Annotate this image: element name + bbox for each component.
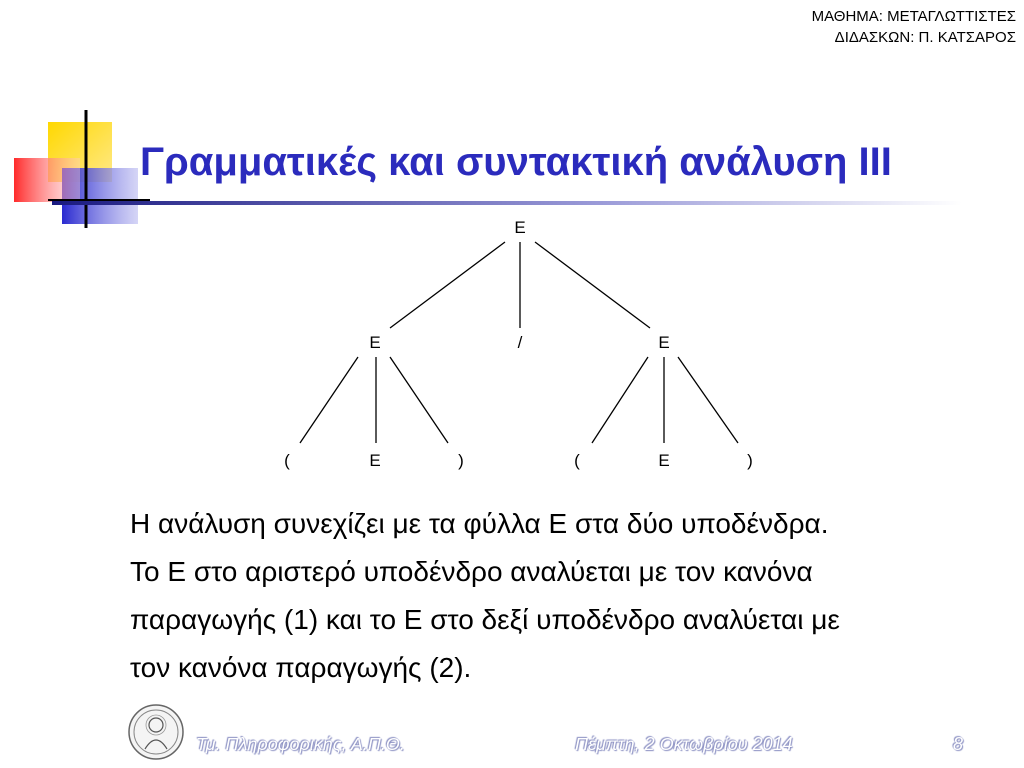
edge-left-ll	[300, 357, 358, 443]
node-op: /	[517, 333, 523, 352]
node-root: E	[514, 218, 526, 237]
footer-page-number: 8	[953, 734, 964, 754]
edge-right-rr	[678, 357, 738, 443]
course-label: ΜΑΘΗΜΑ: ΜΕΤΑΓΛΩΤΤΙΣΤΕΣ	[811, 8, 1016, 25]
leaf-left-e: E	[369, 451, 381, 470]
leaf-left-open-paren: (	[284, 451, 290, 470]
leaf-right-close-paren: )	[747, 451, 753, 470]
slide-body	[130, 500, 1010, 692]
leaf-right-e: E	[658, 451, 670, 470]
university-seal-icon	[127, 703, 185, 761]
node-right: E	[658, 333, 670, 352]
footer-date: Πέμπτη, 2 Οκτωβρίου 2014	[575, 734, 793, 754]
body-line: παραγωγής (1) και το Ε στο δεξί υποδένδρο αναλύεται με	[130, 604, 840, 635]
edge-right-rl	[592, 357, 648, 443]
leaf-left-close-paren: )	[458, 451, 464, 470]
edge-root-left	[390, 242, 505, 328]
edge-root-right	[535, 242, 650, 328]
node-left: E	[369, 333, 381, 352]
instructor-label: ΔΙΔΑΣΚΩΝ: Π. ΚΑΤΣΑΡΟΣ	[834, 29, 1016, 46]
body-line: Το Ε στο αριστερό υποδένδρο αναλύεται με τον κανόνα	[130, 556, 813, 587]
body-line: τον κανόνα παραγωγής (2).	[130, 652, 472, 683]
leaf-right-open-paren: (	[574, 451, 580, 470]
body-line: Η ανάλυση συνεχίζει με τα φύλλα Ε στα δύο υποδένδρα.	[130, 508, 829, 539]
footer-department: Τμ. Πληροφορικής, Α.Π.Θ.	[196, 734, 405, 754]
slide-title: Γραμματικές και συντακτική ανάλυση ΙΙΙ	[140, 140, 892, 184]
edge-left-lr	[390, 357, 448, 443]
